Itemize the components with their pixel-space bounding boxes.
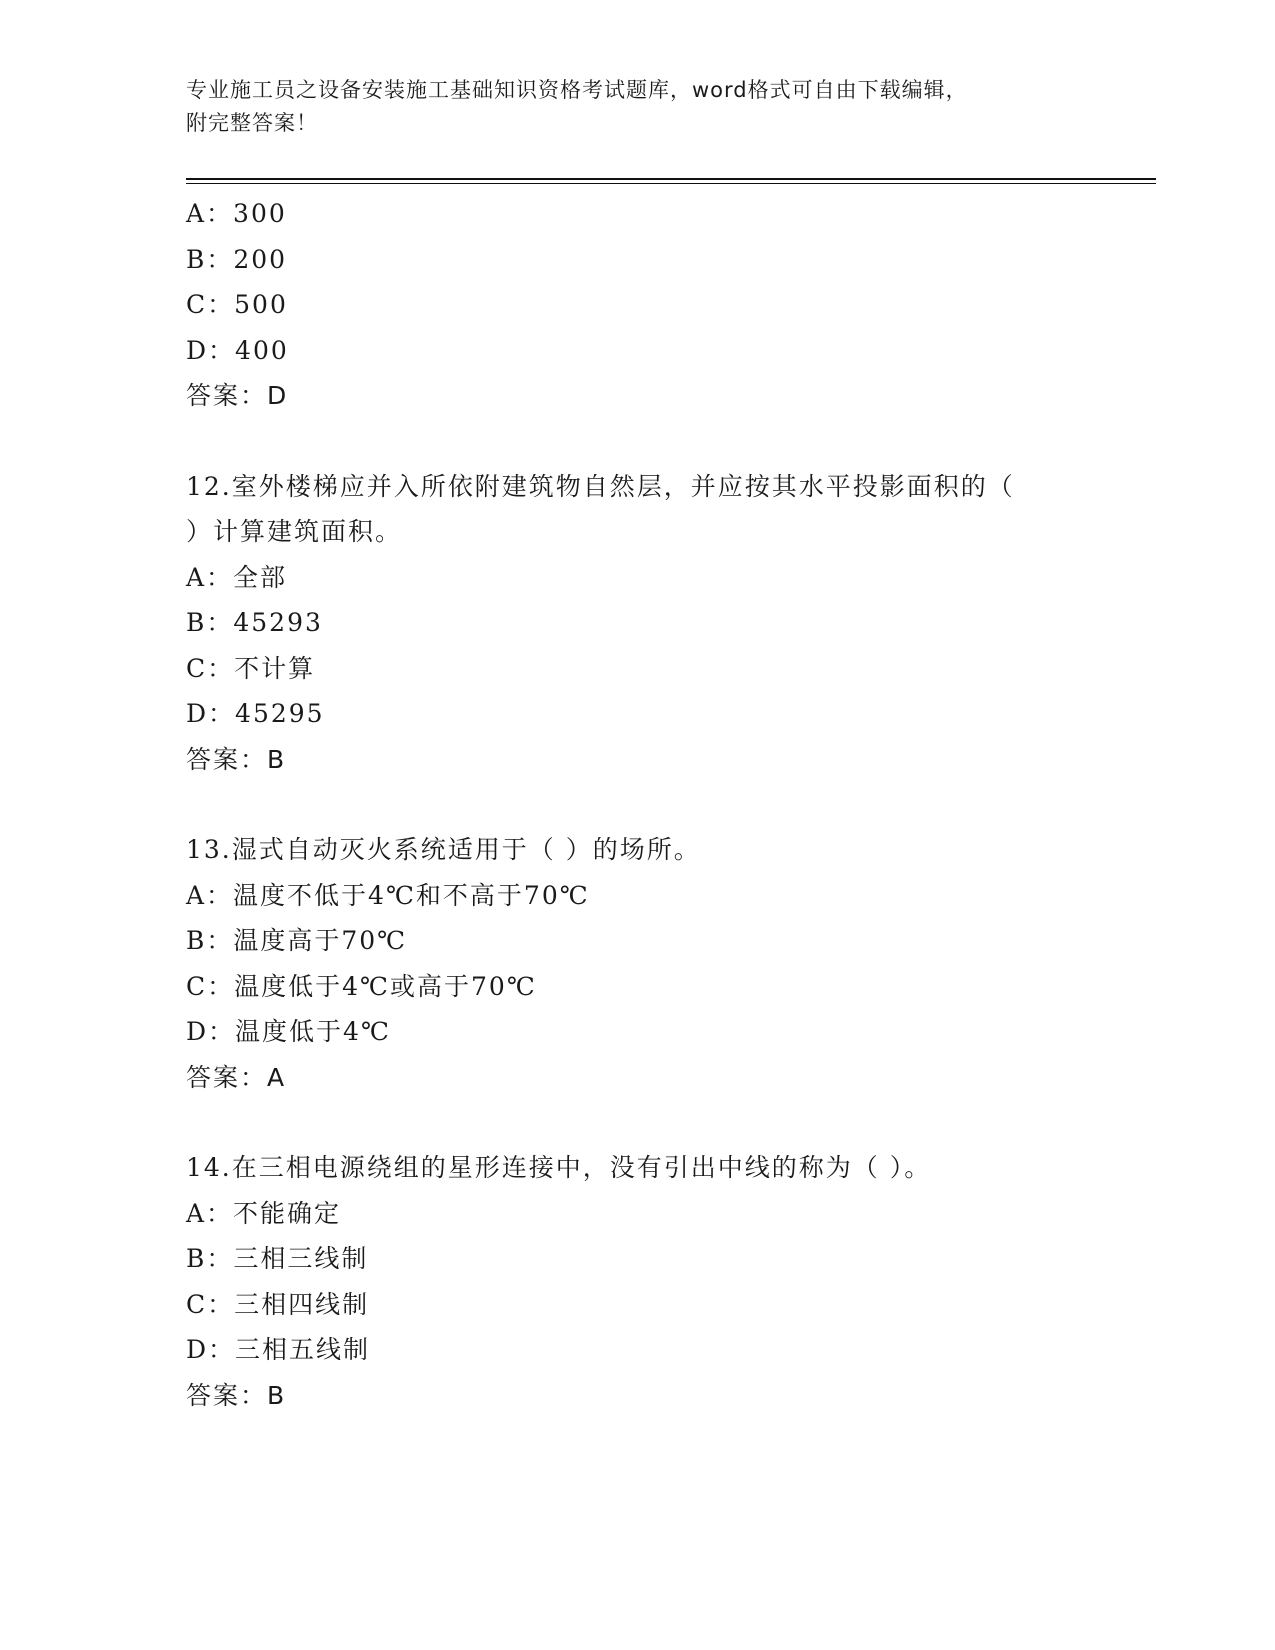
option-b: B：45293	[186, 608, 323, 637]
header-divider-thick	[186, 178, 1156, 180]
question-stem-line-1: 12.室外楼梯应并入所依附建筑物自然层，并应按其水平投影面积的（	[186, 471, 1015, 501]
option-b: B：温度高于70℃	[186, 926, 408, 955]
answer-line: 答案：A	[186, 1062, 287, 1092]
option-c: C：温度低于4℃或高于70℃	[186, 971, 537, 1001]
header-divider-thin	[186, 183, 1156, 184]
question-stem-line-2: ）计算建筑面积。	[186, 517, 403, 546]
option-b: B：三相三线制	[186, 1244, 369, 1273]
option-d: D：温度低于4℃	[186, 1017, 391, 1046]
option-b: B：200	[186, 244, 288, 274]
answer-line: 答案：D	[186, 381, 289, 410]
option-d: D：400	[186, 335, 289, 365]
option-d: D：45295	[186, 699, 325, 728]
question-list	[186, 191, 1116, 1418]
spacer	[186, 1100, 1116, 1145]
question-11	[186, 191, 1116, 419]
option-d: D：三相五线制	[186, 1335, 371, 1364]
header-line-2: 附完整答案！	[186, 111, 318, 135]
option-c: C：不计算	[186, 653, 316, 683]
answer-line: 答案：B	[186, 744, 287, 774]
option-a: A：全部	[186, 562, 288, 592]
option-a: A：温度不低于4℃和不高于70℃	[186, 880, 590, 910]
question-13	[186, 827, 1116, 1100]
option-a: A：300	[186, 199, 287, 228]
spacer	[186, 419, 1116, 464]
option-c: C：三相四线制	[186, 1289, 370, 1319]
question-stem: 14.在三相电源绕组的星形连接中，没有引出中线的称为（ ）。	[186, 1153, 932, 1182]
answer-line: 答案：B	[186, 1380, 287, 1410]
question-12	[186, 464, 1116, 783]
header-line-1: 专业施工员之设备安装施工基础知识资格考试题库，word格式可自由下载编辑，	[186, 78, 968, 102]
option-c: C：500	[186, 290, 288, 319]
option-a: A：不能确定	[186, 1198, 342, 1228]
spacer	[186, 782, 1116, 827]
question-stem: 13.湿式自动灭火系统适用于（ ）的场所。	[186, 835, 701, 864]
question-14	[186, 1145, 1116, 1418]
document-header	[186, 74, 1066, 140]
